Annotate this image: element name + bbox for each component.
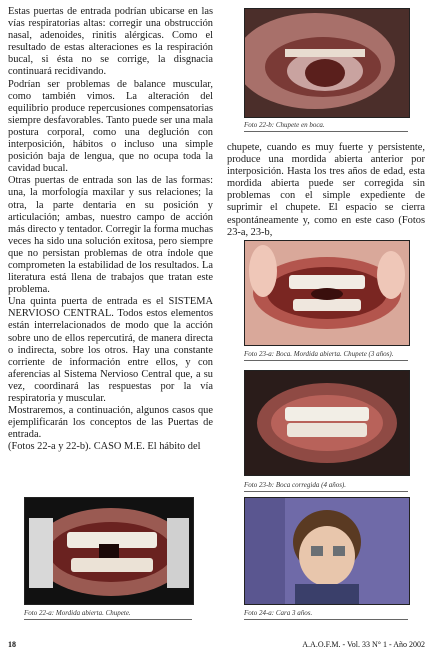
photo-caption: Foto 22-b: Chupete en boca. <box>244 121 325 129</box>
photo-caption: Foto 22-a: Mordida abierta. Chupete. <box>24 609 131 617</box>
paragraph: Podrían ser problemas de balance muscular, como también vimos. La alteración del equilibrio produce repercusiones compensatorias siempre desfavorables. Tanto puede ser una mala postura corporal, como una deglución con interposición, hábitos o incluso una simple posición baja de lengua, que no ocupa toda la cavidad bucal. <box>8 78 213 175</box>
journal-reference: A.A.O.F.M. - Vol. 33 N° 1 - Año 2002 <box>302 640 425 649</box>
caption-divider <box>24 619 192 620</box>
paragraph: Estas puertas de entrada podrían ubicarse en las vías respiratorias altas: corregir una obstrucción nasal, adenoides, rinitis alérgicas. Como el resultado de estas alteraciones es la respiración bucal, si ésta no se corrige, la disgnacia continuará recidivando. <box>8 6 213 78</box>
eye-mask <box>311 546 323 556</box>
caption-divider <box>244 131 408 132</box>
caption-divider <box>244 619 408 620</box>
photo-22a <box>24 497 194 605</box>
photo-24a <box>244 497 410 605</box>
photo-caption: Foto 23-a: Boca. Mordida abierta. Chupete (3 años). <box>244 350 394 358</box>
photo-23a <box>244 240 410 346</box>
caption-divider <box>244 491 408 492</box>
paragraph: chupete, cuando es muy fuerte y persistente, produce una mordida abierta anterior por interposición. Hasta los tres años de edad, esta mordida abierta puede ser corregida sin problemas con el simple expediente de suprimir el chupete. El espacio se cierra espontáneamente y, como en este caso (Fotos 23-a, 23-b, <box>227 142 425 238</box>
paragraph: Una quinta puerta de entrada es el SISTEMA NERVIOSO CENTRAL. Todos estos elementos están interrelacionados de modo que la acción sobre uno de ellos repercutirá, de manera directa o indirecta, sobre los otros. Hay una constante corriente de información entre ellos, y con aferencias al Sistema Nervioso Central que, a su vez, coordinará las respuestas por la vía respiratoria y muscular. <box>8 296 213 404</box>
photo-23b <box>244 370 410 476</box>
photo-caption: Foto 23-b: Boca corregida (4 años). <box>244 481 346 489</box>
paragraph: Mostraremos, a continuación, algunos casos que ejemplificarán los conceptos de las Puertas de entrada. <box>8 405 213 441</box>
paragraph: Otras puertas de entrada son las de las formas: una, la morfología maxilar y sus relaciones; la otra, la parte dentaria en su posición y articulación; ambas, nuestro campo de acción más directo y tentador. Corregir la forma muchas veces ha sido una solución exitosa, pero siempre que no persistan problemas de otra índole que comprometen la estabilidad de los resultados. La literatura está llena de trabajos que tratan este problema. <box>8 175 213 296</box>
right-text-column <box>227 142 425 239</box>
page-number: 18 <box>8 640 16 649</box>
photo-caption: Foto 24-a: Cara 3 años. <box>244 609 313 617</box>
left-text-column <box>8 6 213 453</box>
eye-mask <box>333 546 345 556</box>
caption-divider <box>244 360 408 361</box>
paragraph: (Fotos 22-a y 22-b). CASO M.E. El hábito del <box>8 441 201 453</box>
photo-22b <box>244 8 410 118</box>
